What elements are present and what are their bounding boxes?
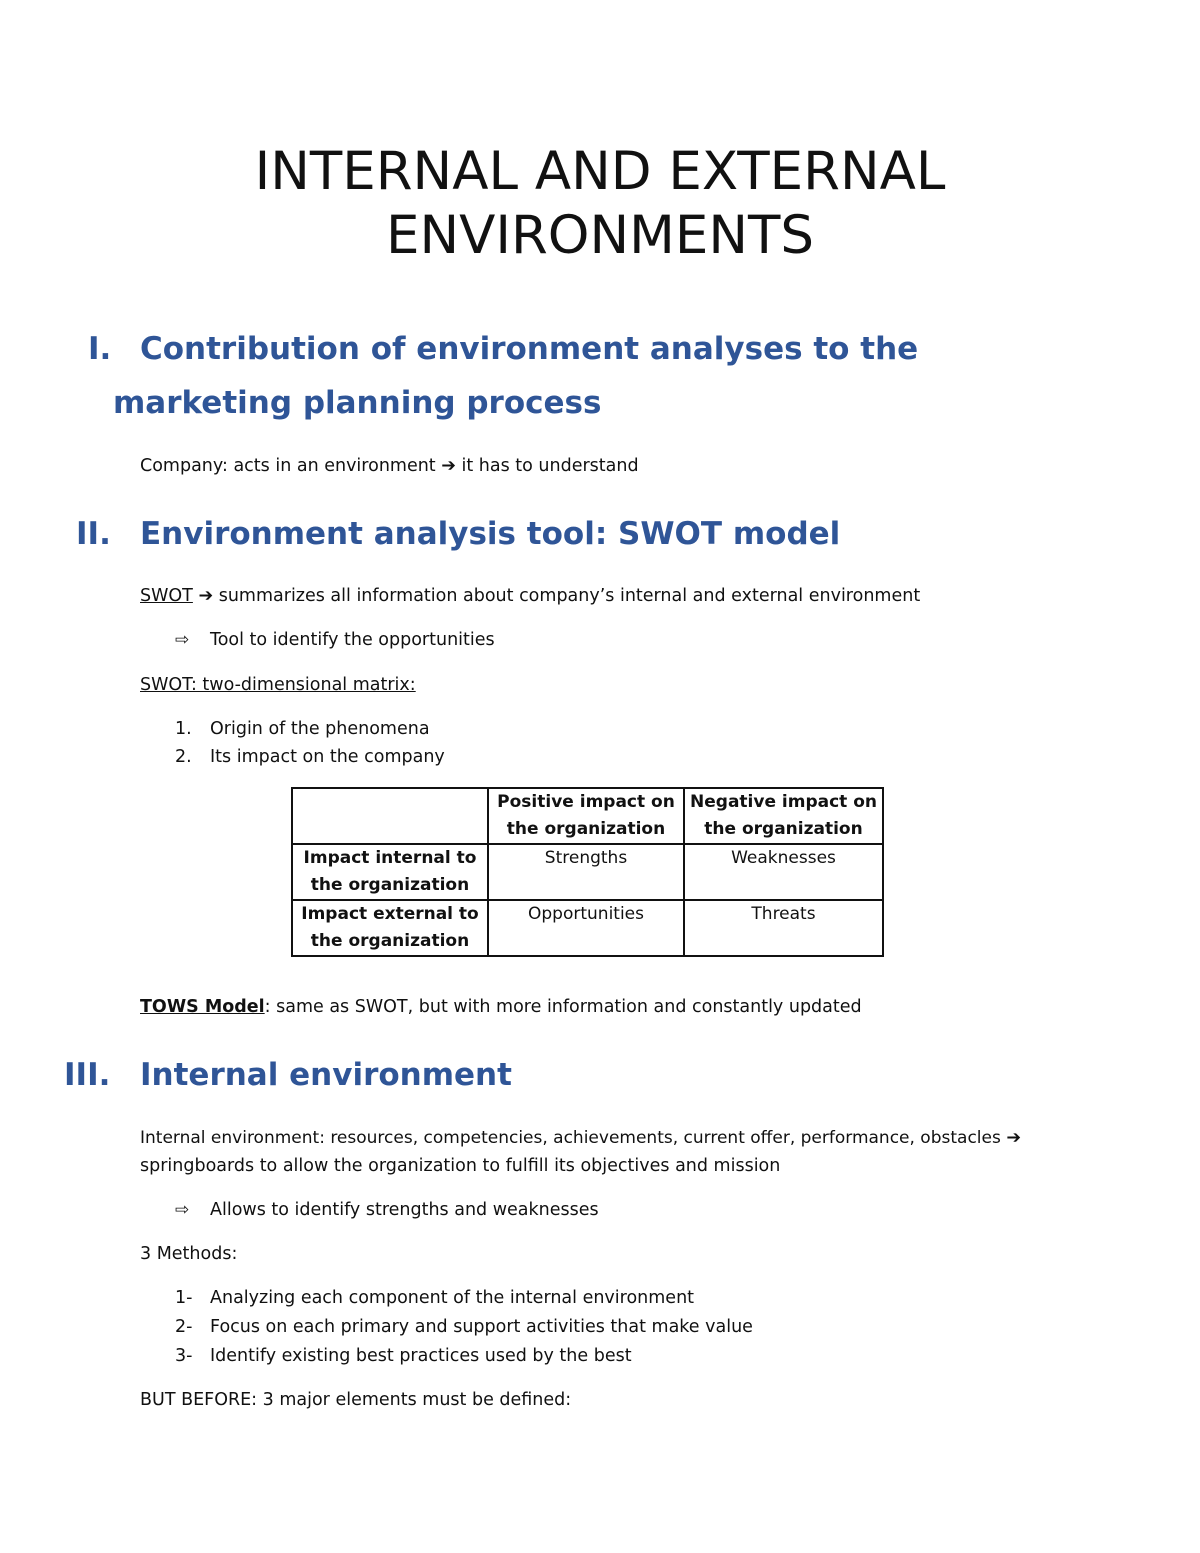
list-number: 2. <box>175 747 192 767</box>
swot-bullet <box>175 626 495 654</box>
table-cell: Opportunities <box>488 900 684 956</box>
list-text: Its impact on the company <box>210 747 445 767</box>
section-3-heading <box>64 1048 1134 1102</box>
body-text: Internal environment: resources, competencies, achievements, current offer, performance, obstacles <box>140 1128 1001 1148</box>
swot-definition-text: summarizes all information about company’s internal and external environment <box>218 586 921 606</box>
section-3-title: Internal environment <box>140 1057 512 1093</box>
internal-env-body-line-1 <box>140 1124 1021 1152</box>
tows-text: : same as SWOT, but with more information and constantly updated <box>264 997 862 1017</box>
table-header-positive: Positive impact on the organization <box>488 788 684 844</box>
section-1-title-line-2: marketing planning process <box>113 385 602 421</box>
list-item <box>175 1313 753 1341</box>
table-cell <box>292 788 488 844</box>
hollow-arrow-icon: ⇨ <box>175 1200 190 1220</box>
document-title <box>0 140 1200 268</box>
matrix-label: SWOT: two-dimensional matrix: <box>140 675 416 695</box>
table-cell: Threats <box>684 900 883 956</box>
list-text: Analyzing each component of the internal environment <box>210 1288 695 1308</box>
arrow-right-icon: ➔ <box>441 456 456 476</box>
section-1-number: I. <box>88 331 112 367</box>
section-3-number: III. <box>64 1057 111 1093</box>
section-2-title: Environment analysis tool: SWOT model <box>140 516 841 552</box>
list-item <box>175 1284 695 1312</box>
swot-bullet-text: Tool to identify the opportunities <box>210 630 495 650</box>
list-number: 1. <box>175 719 192 739</box>
swot-definition <box>140 582 920 610</box>
internal-env-body-line-2: springboards to allow the organization to fulfill its objectives and mission <box>140 1156 781 1176</box>
table-header-negative: Negative impact on the organization <box>684 788 883 844</box>
list-text: Identify existing best practices used by the best <box>210 1346 632 1366</box>
section-2-number: II. <box>76 516 111 552</box>
internal-bullet <box>175 1196 599 1224</box>
body-text: Company: acts in an environment <box>140 456 436 476</box>
section-1-heading <box>88 322 1138 430</box>
table-row-label: Impact internal to the organization <box>292 844 488 900</box>
list-text: Origin of the phenomena <box>210 719 430 739</box>
section-2-heading <box>76 507 1136 561</box>
list-number: 3- <box>175 1346 193 1366</box>
list-item <box>175 715 430 743</box>
arrow-right-icon: ➔ <box>1006 1128 1022 1148</box>
tows-label: TOWS Model <box>140 997 265 1017</box>
list-number: 2- <box>175 1317 193 1337</box>
hollow-arrow-icon: ⇨ <box>175 630 190 650</box>
table-row <box>292 844 883 900</box>
table-row-label: Impact external to the organization <box>292 900 488 956</box>
internal-bullet-text: Allows to identify strengths and weaknesses <box>210 1200 599 1220</box>
list-item <box>175 1342 632 1370</box>
section-1-body <box>140 452 639 480</box>
table-cell: Weaknesses <box>684 844 883 900</box>
title-line-1: INTERNAL AND EXTERNAL <box>254 141 946 202</box>
list-number: 1- <box>175 1288 193 1308</box>
tows-definition <box>140 993 862 1021</box>
methods-label: 3 Methods: <box>140 1244 238 1264</box>
arrow-right-icon: ➔ <box>198 586 214 606</box>
table-cell: Strengths <box>488 844 684 900</box>
body-text: it has to understand <box>461 456 639 476</box>
before-note: BUT BEFORE: 3 major elements must be defined: <box>140 1390 572 1410</box>
swot-matrix-table <box>291 787 884 957</box>
title-line-2: ENVIRONMENTS <box>385 205 815 266</box>
list-item <box>175 743 445 771</box>
table-row <box>292 900 883 956</box>
table-row <box>292 788 883 844</box>
section-1-title-line-1: Contribution of environment analyses to the <box>140 331 919 367</box>
swot-label: SWOT <box>140 586 193 606</box>
list-text: Focus on each primary and support activities that make value <box>210 1317 753 1337</box>
